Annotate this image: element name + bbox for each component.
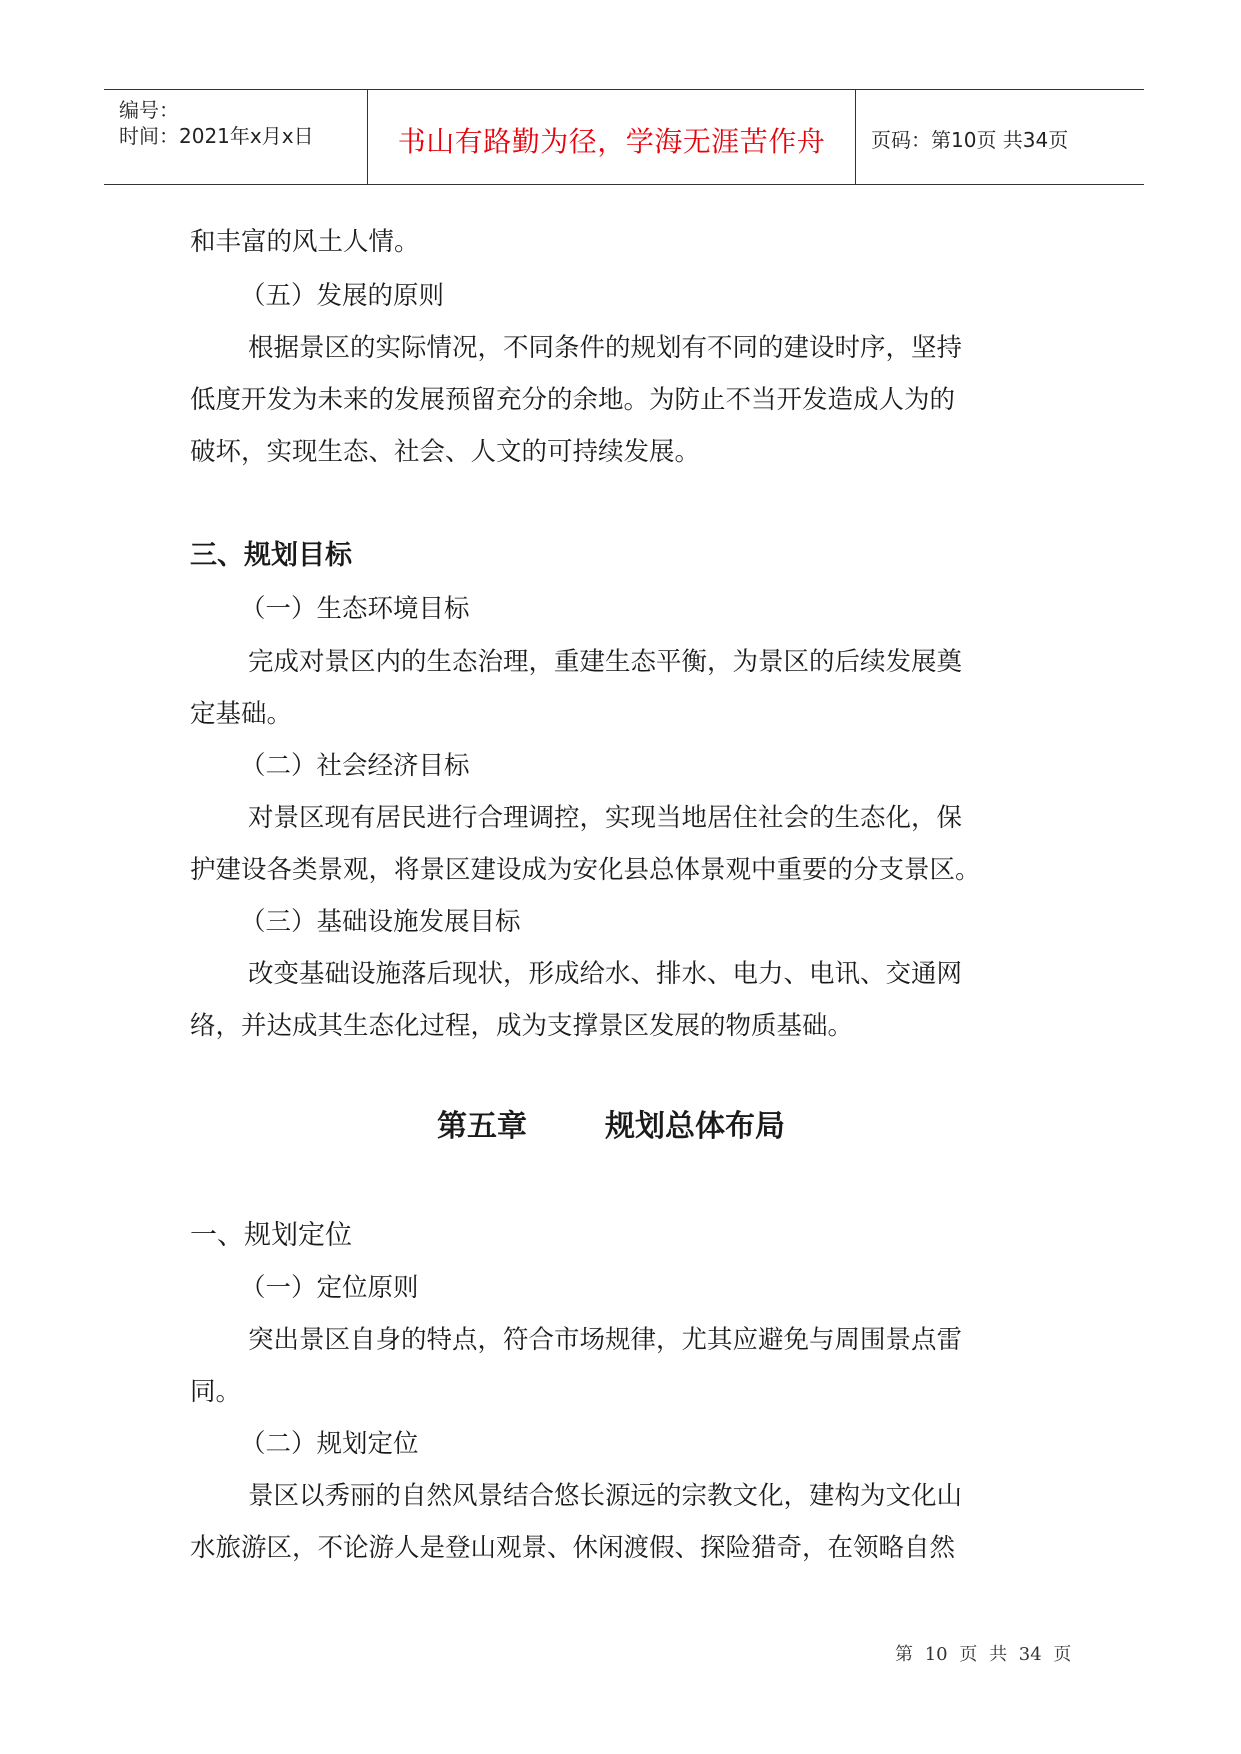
paragraph-line: 和丰富的风土人情。 (190, 227, 420, 257)
serial-label: 编号： (119, 98, 179, 122)
section-heading: 一、规划定位 (190, 1220, 352, 1251)
header-page-info: 页码：第10页 共34页 (871, 128, 1069, 152)
paragraph-line: 护建设各类景观，将景区建设成为安化县总体景观中重要的分支景区。 (190, 855, 981, 885)
subsection-heading: （三）基础设施发展目标 (240, 907, 521, 937)
paragraph-line: 突出景区自身的特点，符合市场规律，尤其应避免与周围景点雷 (248, 1325, 963, 1355)
header-meta-cell (104, 90, 368, 184)
paragraph-line: 水旅游区，不论游人是登山观景、休闲渡假、探险猎奇，在领略自然 (190, 1533, 956, 1563)
chapter-number: 第五章 (437, 1109, 527, 1144)
paragraph-line: 低度开发为未来的发展预留充分的余地。为防止不当开发造成人为的 (190, 385, 956, 415)
header-motto-cell (368, 90, 856, 184)
paragraph-line: 完成对景区内的生态治理，重建生态平衡，为景区的后续发展奠 (248, 647, 963, 677)
header-page-cell (856, 90, 1144, 184)
paragraph-line: 同。 (190, 1377, 242, 1407)
paragraph-line: 络，并达成其生态化过程，成为支撑景区发展的物质基础。 (190, 1011, 854, 1041)
subsection-heading: （二）规划定位 (240, 1429, 419, 1459)
subsection-heading: （一）生态环境目标 (240, 594, 470, 624)
paragraph-line: 定基础。 (190, 699, 293, 729)
chapter-title: 规划总体布局 (605, 1109, 785, 1144)
paragraph-line: 破坏，实现生态、社会、人文的可持续发展。 (190, 437, 701, 467)
subsection-heading: （二）社会经济目标 (240, 751, 470, 781)
paragraph-line: 根据景区的实际情况，不同条件的规划有不同的建设时序，坚持 (248, 333, 963, 363)
page-footer: 第 10 页 共 34 页 (895, 1644, 1072, 1665)
page-header (104, 89, 1144, 185)
subsection-heading: （五）发展的原则 (240, 281, 445, 311)
paragraph-line: 景区以秀丽的自然风景结合悠长源远的宗教文化，建构为文化山 (248, 1481, 963, 1511)
header-motto: 书山有路勤为径，学海无涯苦作舟 (397, 125, 826, 158)
paragraph-line: 对景区现有居民进行合理调控，实现当地居住社会的生态化，保 (248, 803, 963, 833)
subsection-heading: （一）定位原则 (240, 1273, 419, 1303)
date-label: 时间：2021年x月x日 (119, 124, 314, 148)
paragraph-line: 改变基础设施落后现状，形成给水、排水、电力、电讯、交通网 (248, 959, 963, 989)
section-heading: 三、规划目标 (190, 540, 352, 571)
